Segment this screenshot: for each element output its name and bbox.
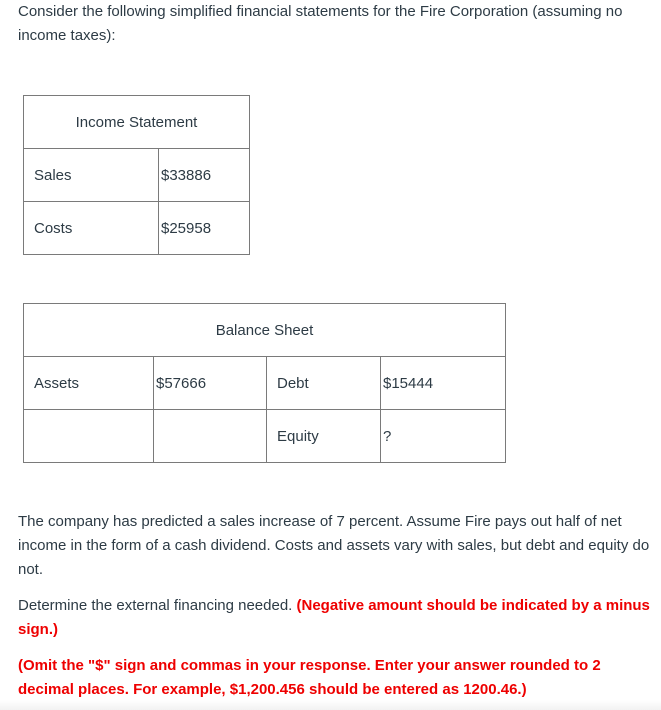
table-row — [24, 357, 506, 410]
empty-cell — [154, 410, 267, 463]
assets-value: $57666 — [154, 357, 267, 410]
answer-instructions: (Omit the "$" sign and commas in your response. Enter your answer rounded to 2 decimal places. For example, $1,200.456 should be entered as 1200.46.) — [18, 657, 601, 698]
scenario-text: The company has predicted a sales increase of 7 percent. Assume Fire pays out half of net income in the form of a cash dividend. Costs and assets vary with sales, but debt and equity do not. — [18, 513, 650, 578]
question-prompt: Determine the external financing needed. — [18, 597, 297, 614]
income-statement-table — [23, 95, 250, 255]
table-row — [24, 149, 250, 202]
sales-value: $33886 — [159, 149, 250, 202]
negative-note: (Negative amount should be indicated by a minus sign.) — [18, 597, 650, 638]
costs-value: $25958 — [159, 202, 250, 255]
table-row — [24, 410, 506, 463]
debt-value: $15444 — [381, 357, 506, 410]
income-statement-title: Income Statement — [24, 96, 250, 149]
sales-label: Sales — [24, 149, 159, 202]
costs-label: Costs — [24, 202, 159, 255]
debt-label: Debt — [267, 357, 381, 410]
question-text — [18, 594, 653, 642]
bottom-fade — [0, 700, 661, 710]
intro-text: Consider the following simplified financial statements for the Fire Corporation (assuming no income taxes): — [18, 3, 623, 44]
empty-cell — [24, 410, 154, 463]
equity-value: ? — [381, 410, 506, 463]
table-row — [24, 202, 250, 255]
balance-sheet-title: Balance Sheet — [24, 304, 506, 357]
balance-sheet-table — [23, 303, 506, 463]
assets-label: Assets — [24, 357, 154, 410]
equity-label: Equity — [267, 410, 381, 463]
